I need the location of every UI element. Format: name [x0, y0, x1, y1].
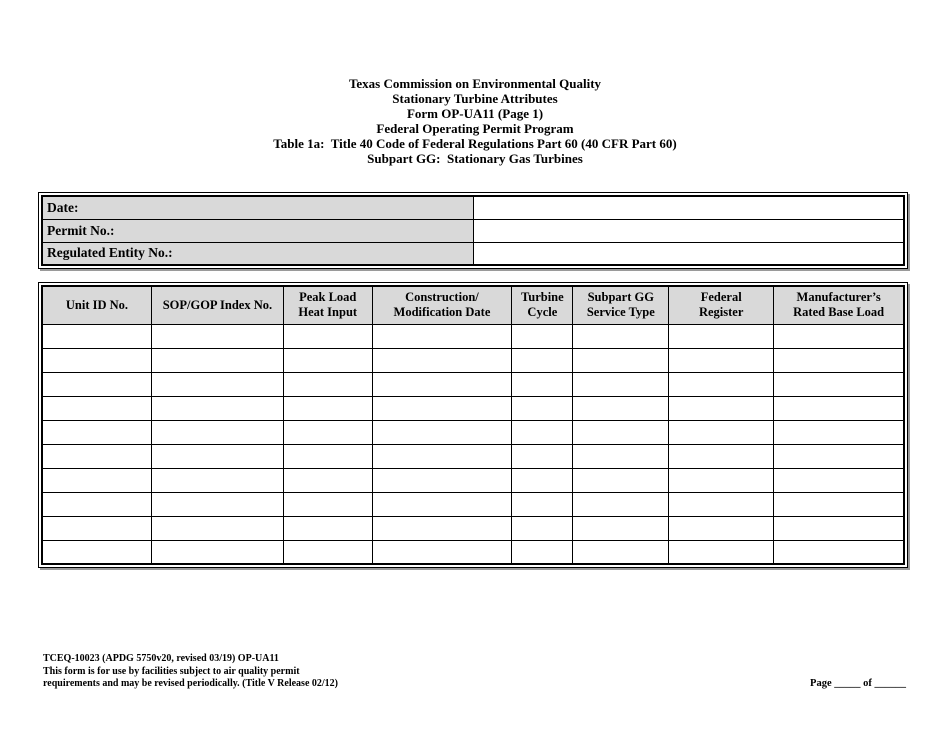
table-cell-field[interactable]	[669, 396, 774, 420]
info-value-field[interactable]	[473, 196, 904, 219]
table-cell-field[interactable]	[573, 492, 669, 516]
table-cell-field[interactable]	[42, 420, 151, 444]
table-row	[42, 372, 904, 396]
table-cell-field[interactable]	[151, 396, 283, 420]
column-header: SOP/GOP Index No.	[151, 286, 283, 324]
table-cell-field[interactable]	[372, 540, 512, 564]
title-line: Texas Commission on Environmental Quality	[348, 76, 602, 91]
table-cell-field[interactable]	[151, 324, 283, 348]
table-cell-field[interactable]	[42, 396, 151, 420]
column-header: Peak Load Heat Input	[283, 286, 372, 324]
info-value-field[interactable]	[473, 242, 904, 265]
column-header: Federal Register	[669, 286, 774, 324]
table-cell-field[interactable]	[512, 492, 573, 516]
table-row	[42, 396, 904, 420]
form-title-block	[0, 76, 950, 166]
info-table	[38, 192, 908, 269]
table-cell-field[interactable]	[151, 444, 283, 468]
table-cell-field[interactable]	[573, 540, 669, 564]
turbine-attributes-table	[38, 282, 908, 568]
table-cell-field[interactable]	[372, 468, 512, 492]
table-row	[42, 516, 904, 540]
table-cell-field[interactable]	[372, 516, 512, 540]
table-cell-field[interactable]	[372, 444, 512, 468]
table-cell-field[interactable]	[512, 420, 573, 444]
table-cell-field[interactable]	[42, 348, 151, 372]
table-cell-field[interactable]	[283, 348, 372, 372]
page-number-label: Page _____ of ______	[810, 678, 906, 689]
table-cell-field[interactable]	[573, 468, 669, 492]
table-cell-field[interactable]	[669, 324, 774, 348]
info-label: Date:	[42, 196, 473, 219]
column-header: Unit ID No.	[42, 286, 151, 324]
table-cell-field[interactable]	[512, 516, 573, 540]
table-cell-field[interactable]	[774, 444, 904, 468]
table-cell-field[interactable]	[774, 324, 904, 348]
table-cell-field[interactable]	[372, 372, 512, 396]
table-row	[42, 324, 904, 348]
column-header: Construction/ Modification Date	[372, 286, 512, 324]
table-cell-field[interactable]	[774, 516, 904, 540]
table-cell-field[interactable]	[669, 540, 774, 564]
table-cell-field[interactable]	[151, 468, 283, 492]
table-cell-field[interactable]	[283, 396, 372, 420]
table-cell-field[interactable]	[283, 468, 372, 492]
table-cell-field[interactable]	[42, 540, 151, 564]
table-cell-field[interactable]	[669, 492, 774, 516]
table-cell-field[interactable]	[372, 492, 512, 516]
table-row	[42, 468, 904, 492]
column-header: Subpart GG Service Type	[573, 286, 669, 324]
info-value-field[interactable]	[473, 219, 904, 242]
column-header: Manufacturer’s Rated Base Load	[774, 286, 904, 324]
table-cell-field[interactable]	[573, 348, 669, 372]
table-cell-field[interactable]	[573, 516, 669, 540]
table-cell-field[interactable]	[573, 420, 669, 444]
table-cell-field[interactable]	[669, 444, 774, 468]
title-line: Federal Operating Permit Program	[376, 121, 574, 136]
info-row	[42, 196, 904, 219]
table-cell-field[interactable]	[512, 468, 573, 492]
table-cell-field[interactable]	[512, 540, 573, 564]
table-cell-field[interactable]	[669, 348, 774, 372]
table-cell-field[interactable]	[573, 372, 669, 396]
table-cell-field[interactable]	[42, 468, 151, 492]
table-row	[42, 348, 904, 372]
table-cell-field[interactable]	[573, 324, 669, 348]
table-cell-field[interactable]	[283, 420, 372, 444]
table-cell-field[interactable]	[283, 324, 372, 348]
info-row	[42, 219, 904, 242]
table-cell-field[interactable]	[669, 420, 774, 444]
table-row	[42, 540, 904, 564]
table-row	[42, 420, 904, 444]
table-cell-field[interactable]	[512, 396, 573, 420]
table-cell-field[interactable]	[774, 396, 904, 420]
table-cell-field[interactable]	[42, 516, 151, 540]
table-cell-field[interactable]	[372, 420, 512, 444]
table-cell-field[interactable]	[774, 420, 904, 444]
table-cell-field[interactable]	[512, 444, 573, 468]
column-header: Turbine Cycle	[512, 286, 573, 324]
info-row	[42, 242, 904, 265]
table-cell-field[interactable]	[42, 444, 151, 468]
footnote-line: This form is for use by facilities subject to air quality permit	[43, 665, 300, 677]
title-line: Subpart GG: Stationary Gas Turbines	[367, 151, 583, 166]
table-cell-field[interactable]	[283, 492, 372, 516]
table-cell-field[interactable]	[283, 516, 372, 540]
table-row	[42, 444, 904, 468]
table-cell-field[interactable]	[669, 372, 774, 396]
table-cell-field[interactable]	[42, 324, 151, 348]
table-cell-field[interactable]	[774, 540, 904, 564]
table-cell-field[interactable]	[372, 348, 512, 372]
table-cell-field[interactable]	[42, 492, 151, 516]
table-cell-field[interactable]	[372, 396, 512, 420]
info-label: Permit No.:	[42, 219, 473, 242]
table-cell-field[interactable]	[573, 396, 669, 420]
form-footnote	[43, 653, 338, 691]
table-cell-field[interactable]	[151, 348, 283, 372]
footnote-line: TCEQ-10023 (APDG 5750v20, revised 03/19) OP-UA11	[43, 653, 279, 664]
table-cell-field[interactable]	[512, 372, 573, 396]
table-header-row	[42, 286, 904, 324]
table-cell-field[interactable]	[151, 420, 283, 444]
table-cell-field[interactable]	[283, 444, 372, 468]
table-cell-field[interactable]	[512, 348, 573, 372]
table-cell-field[interactable]	[42, 372, 151, 396]
table-cell-field[interactable]	[151, 516, 283, 540]
table-cell-field[interactable]	[372, 324, 512, 348]
table-cell-field[interactable]	[774, 348, 904, 372]
table-cell-field[interactable]	[573, 444, 669, 468]
table-cell-field[interactable]	[283, 540, 372, 564]
table-row	[42, 492, 904, 516]
table-cell-field[interactable]	[151, 372, 283, 396]
table-cell-field[interactable]	[669, 468, 774, 492]
table-cell-field[interactable]	[669, 516, 774, 540]
table-cell-field[interactable]	[283, 372, 372, 396]
table-cell-field[interactable]	[774, 372, 904, 396]
title-line: Stationary Turbine Attributes	[392, 91, 558, 106]
footnote-line: requirements and may be revised periodically. (Title V Release 02/12)	[43, 678, 338, 689]
title-line: Form OP-UA11 (Page 1)	[406, 106, 544, 121]
table-cell-field[interactable]	[151, 540, 283, 564]
table-cell-field[interactable]	[151, 492, 283, 516]
title-line: Table 1a: Title 40 Code of Federal Regulations Part 60 (40 CFR Part 60)	[273, 136, 677, 151]
table-cell-field[interactable]	[774, 468, 904, 492]
info-label: Regulated Entity No.:	[42, 242, 473, 265]
table-cell-field[interactable]	[512, 324, 573, 348]
table-cell-field[interactable]	[774, 492, 904, 516]
